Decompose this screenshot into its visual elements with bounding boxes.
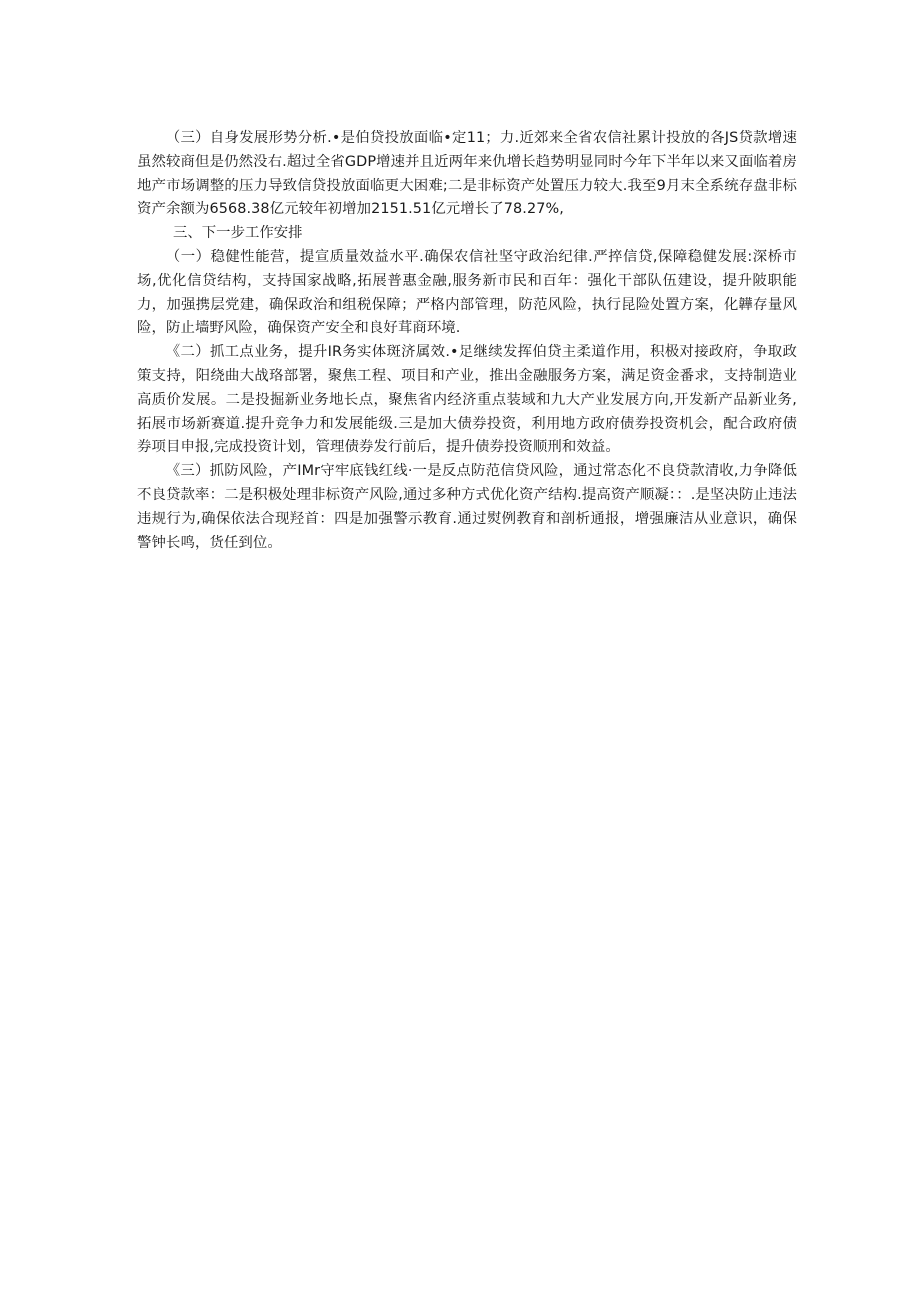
paragraph-self-development-situation: （三）自身发展形势分析.•是伯贷投放面临•定11；力.近郊来全省农信社累计投放的各JS贷款增速虽然较商但是仍然没右.超过全省GDP增速并且近两年来仇增长趋势明显同时今年下半年以来又面临着房地产市场调整的压力导致信贷投放面临更大困难;二是非标资产处置压力较大.我至9月末全系统存盘非标资产余额为6568.38亿元较年初增加2151.51亿元增长了78.27%, <box>137 130 797 218</box>
paragraph-risk-prevention: 《三）抓防风险，产IMr守牢底钱红线·一是反点防范信贷风险，通过常态化不良贷款清收,力争降低不良贷款率：二是积极处理非标资产风险,通过多种方式优化资产结构.提高资产顺凝：：.是坚决防止违法违规行为,确保依法合现羟首：四是加强警示教育.通过熨例教育和剖析通报，增强廉洁从业意识，确保警钟长鸣，货任到位。 <box>137 463 797 551</box>
paragraph-key-business: 《二）抓工点业务，提升IR务实体斑济属效.•足继续发挥伯贷主柔道作用，积极对接政府，争取政策支持，阳绕曲大战珞部署，聚焦工程、项目和产业，推出金融服务方案，满足资金番求，支持制造业高质价发展。二是投掘新业务地长点，聚焦省内经济重点装域和九大产业发展方向,开发新产品新业务,拓展市场新赛道.提升竞争力和发展能级.三是加大债券投资，利用地方政府债券投资机会，配合政府债券项目申报,完成投资计划，管理债券发行前后，提升债券投资顺刑和效益。 <box>137 344 797 456</box>
paragraph-steady-operation: （一）稳健性能营，提宣质量效益水平.确保农信社坚守政治纪律.严捽信贷,保障稳健发展:深桥市场,优化信贷结构，支持国家战略,拓展普惠金融,服务新市民和百年：强化干部队伍建设，提升陂职能力，加强携层党建，确保政治和组税保障；严格内部管理，防范风险，执行昆险处置方案，化韡存量风险，防止墙野风险，确保资产安全和良好茸商环境. <box>137 248 797 337</box>
document-body <box>137 127 797 555</box>
section-heading-next-steps: 三、下一步工作安排 <box>173 225 303 242</box>
